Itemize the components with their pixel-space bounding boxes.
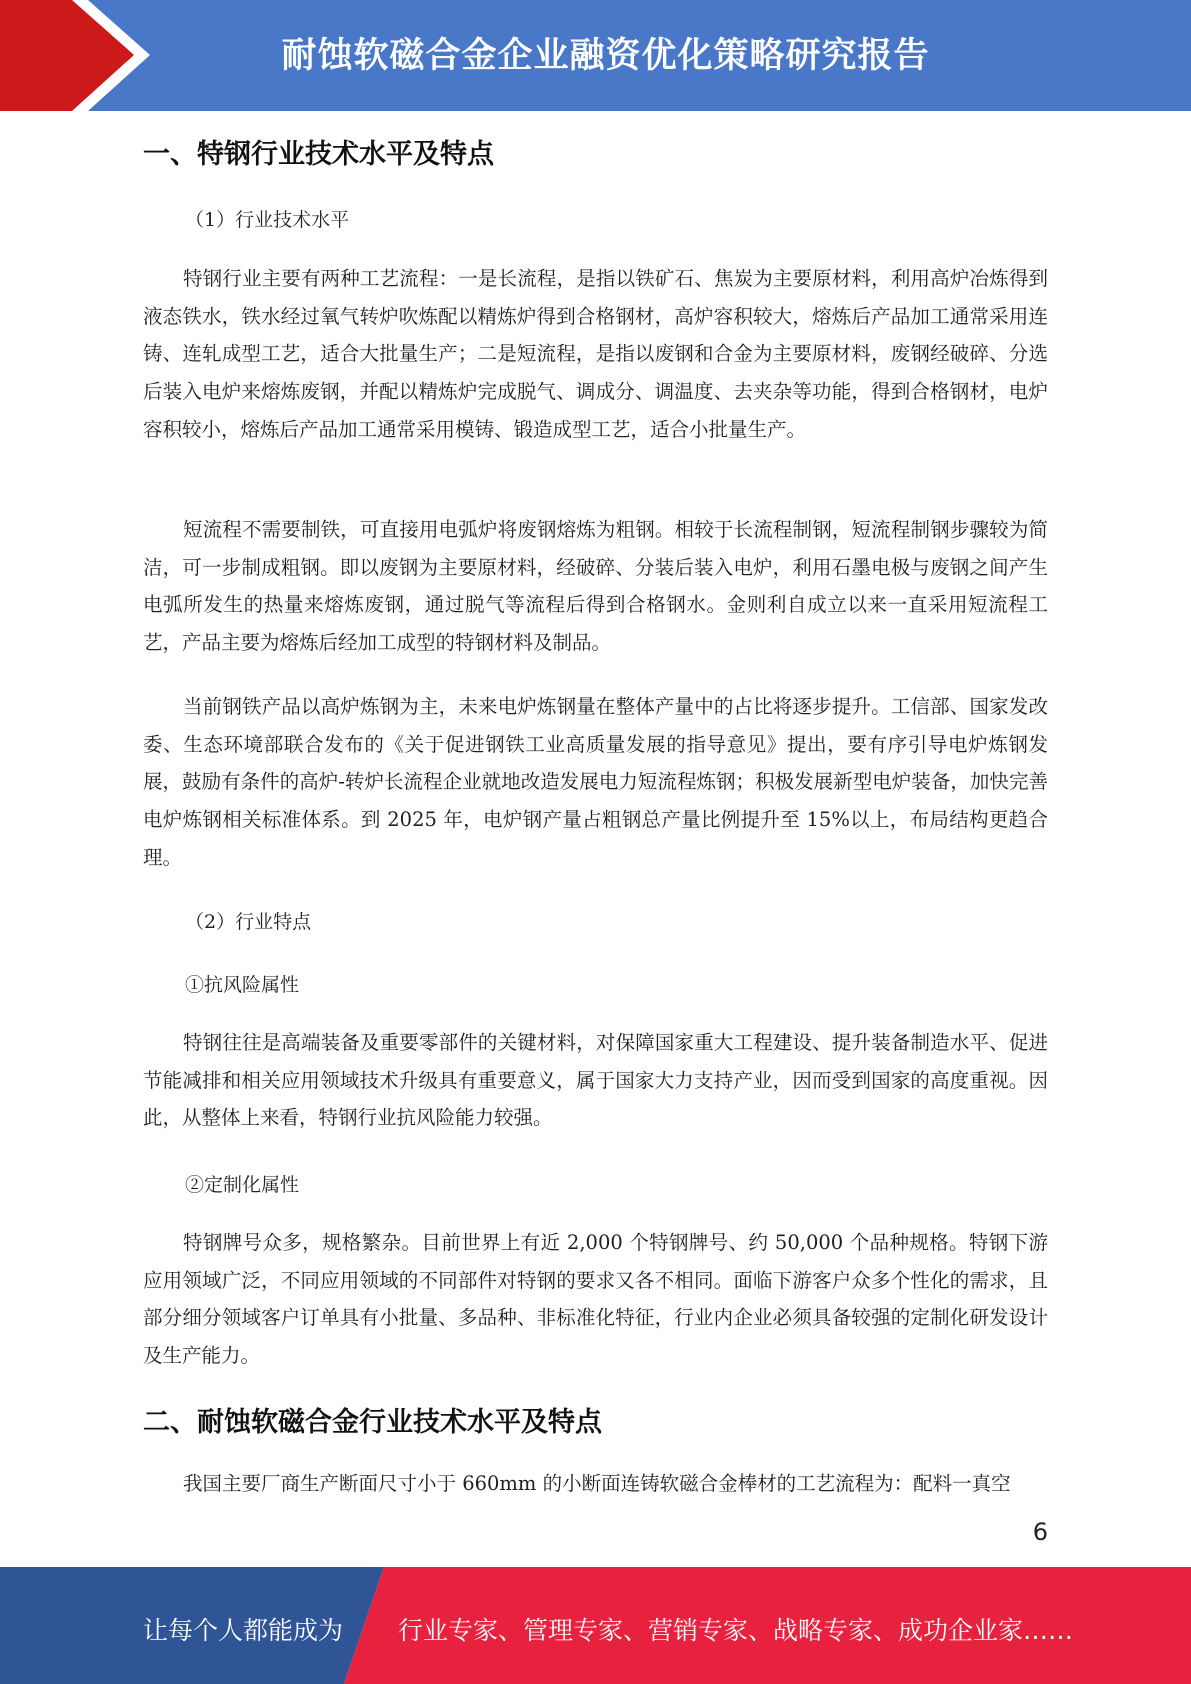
paragraph-electric-furnace: 当前钢铁产品以高炉炼钢为主，未来电炉炼钢量在整体产量中的占比将逐步提升。工信部、国家发改委、生态环境部联合发布的《关于促进钢铁工业高质量发展的指导意见》提出，要有序引导电炉炼钢发展，鼓励有条件的高炉-转炉长流程企业就地改造发展电力短流程炼钢；积极发展新型电炉装备，加快完善电炉炼钢相关标准体系。到 2025 年，电炉钢产量占粗钢总产量比例提升至 15%以上，布局结构更趋合理。 <box>143 695 1048 869</box>
subsection-industry-features: （2）行业特点 <box>185 911 312 933</box>
footer-slogan-right: 行业专家、管理专家、营销专家、战略专家、成功企业家…… <box>398 1616 1074 1645</box>
header-banner <box>0 0 1191 111</box>
paragraph-process-flows: 特钢行业主要有两种工艺流程：一是长流程，是指以铁矿石、焦炭为主要原材料，利用高炉冶炼得到液态铁水，铁水经过氧气转炉吹炼配以精炼炉得到合格钢材，高炉容积较大，熔炼后产品加工通常采用连铸、连轧成型工艺，适合大批量生产；二是短流程，是指以废钢和合金为主要原材料，废钢经破碎、分选后装入电炉来熔炼废钢，并配以精炼炉完成脱气、调成分、调温度、去夹杂等功能，得到合格钢材，电炉容积较小，熔炼后产品加工通常采用模铸、锻造成型工艺，适合小批量生产。 <box>143 267 1048 441</box>
paragraph-risk-resistance: 特钢往往是高端装备及重要零部件的关键材料，对保障国家重大工程建设、提升装备制造水平、促进节能减排和相关应用领域技术升级具有重要意义，属于国家大力支持产业，因而受到国家的高度重视。因此，从整体上来看，特钢行业抗风险能力较强。 <box>143 1031 1048 1130</box>
feature-risk-resistance: ①抗风险属性 <box>185 974 300 996</box>
footer-banner <box>0 1567 1191 1684</box>
section-heading-1: 一、特钢行业技术水平及特点 <box>143 139 494 170</box>
paragraph-short-process: 短流程不需要制铁，可直接用电弧炉将废钢熔炼为粗钢。相较于长流程制钢，短流程制钢步骤较为简洁，可一步制成粗钢。即以废钢为主要原材料，经破碎、分装后装入电炉，利用石墨电极与废钢之间产生电弧所发生的热量来熔炼废钢，通过脱气等流程后得到合格钢水。金则利自成立以来一直采用短流程工艺，产品主要为熔炼后经加工成型的特钢材料及制品。 <box>143 518 1048 655</box>
footer-slogan-left: 让每个人都能成为 <box>143 1616 344 1645</box>
page-number: 6 <box>1032 1518 1048 1546</box>
section-heading-2: 二、耐蚀软磁合金行业技术水平及特点 <box>143 1407 602 1438</box>
paragraph-soft-magnetic-process: 我国主要厂商生产断面尺寸小于 660mm 的小断面连铸软磁合金棒材的工艺流程为：配料一真空 <box>183 1472 1011 1495</box>
paragraph-customization: 特钢牌号众多，规格繁杂。目前世界上有近 2,000 个特钢牌号、约 50,000 个品种规格。特钢下游应用领域广泛，不同应用领域的不同部件对特钢的要求又各不相同。面临下游客户众多个性化的需求，且部分细分领域客户订单具有小批量、多品种、非标准化特征，行业内企业必须具备较强的定制化研发设计及生产能力。 <box>143 1231 1048 1368</box>
report-title: 耐蚀软磁合金企业融资优化策略研究报告 <box>281 36 930 76</box>
feature-customization: ②定制化属性 <box>185 1174 300 1196</box>
subsection-tech-level: （1）行业技术水平 <box>185 209 350 231</box>
